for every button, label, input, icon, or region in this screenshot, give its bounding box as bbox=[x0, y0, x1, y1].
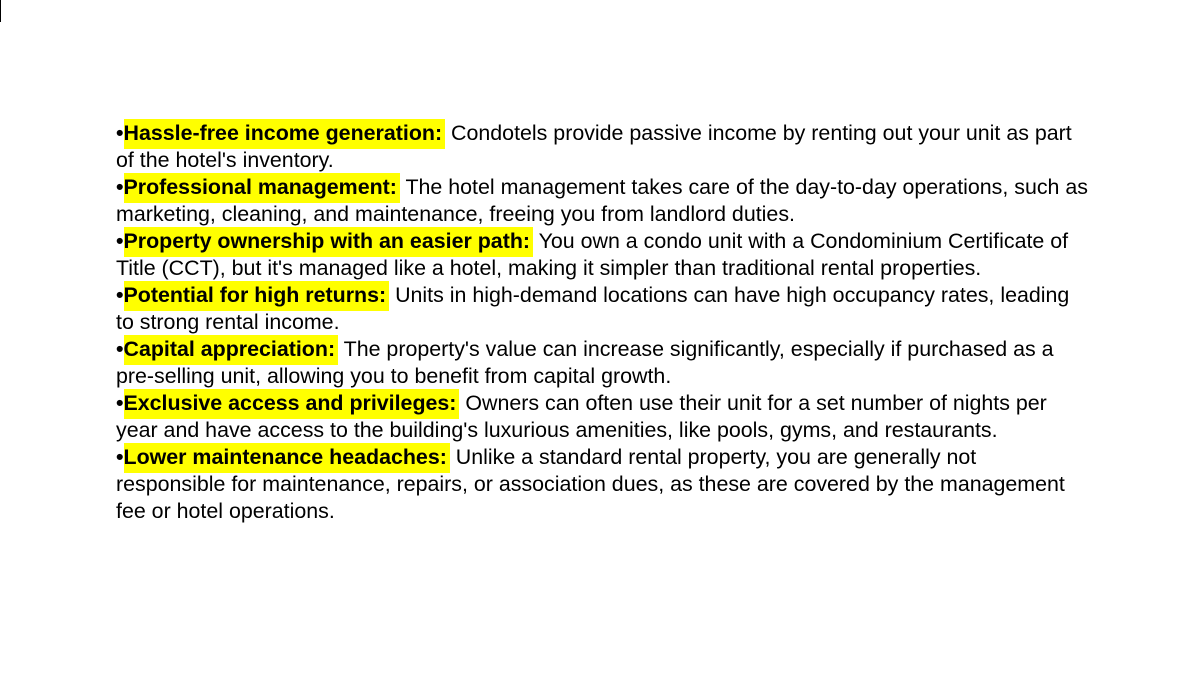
text-cursor bbox=[0, 0, 1, 22]
highlighted-term: Hassle-free income generation: bbox=[124, 119, 446, 149]
bullet-icon: • bbox=[116, 391, 124, 415]
item-description: Condotels provide passive income by renting out your unit as part of the hotel's inventory. bbox=[116, 121, 1072, 172]
bullet-icon: • bbox=[116, 445, 124, 469]
highlighted-term: Professional management: bbox=[124, 173, 400, 203]
list-item bbox=[116, 174, 1091, 228]
bullet-icon: • bbox=[116, 175, 124, 199]
item-description: You own a condo unit with a Condominium Certificate of Title (CCT), but it's managed like a hotel, making it simpler than traditional rental properties. bbox=[116, 229, 1069, 280]
item-description: Unlike a standard rental property, you are generally not responsible for maintenance, repairs, or association dues, as these are covered by the management fee or hotel operations. bbox=[116, 445, 1065, 523]
list-item bbox=[116, 228, 1091, 282]
highlighted-term: Capital appreciation: bbox=[124, 335, 339, 365]
item-description: Owners can often use their unit for a set number of nights per year and have access to the building's luxurious amenities, like pools, gyms, and restaurants. bbox=[116, 391, 1047, 442]
bullet-icon: • bbox=[116, 121, 124, 145]
list-item bbox=[116, 390, 1091, 444]
item-description: The property's value can increase significantly, especially if purchased as a pre-selling unit, allowing you to benefit from capital growth. bbox=[116, 337, 1054, 388]
highlighted-term: Property ownership with an easier path: bbox=[124, 227, 534, 257]
list-item bbox=[116, 444, 1091, 525]
bullet-icon: • bbox=[116, 229, 124, 253]
highlighted-term: Potential for high returns: bbox=[124, 281, 390, 311]
list-item bbox=[116, 120, 1091, 174]
bullet-icon: • bbox=[116, 283, 124, 307]
bullet-icon: • bbox=[116, 337, 124, 361]
item-description: The hotel management takes care of the day-to-day operations, such as marketing, cleaning, and maintenance, freeing you from landlord duties. bbox=[116, 175, 1088, 226]
list-item bbox=[116, 282, 1091, 336]
bullet-list bbox=[116, 120, 1091, 525]
highlighted-term: Exclusive access and privileges: bbox=[124, 389, 460, 419]
list-item bbox=[116, 336, 1091, 390]
highlighted-term: Lower maintenance headaches: bbox=[124, 443, 450, 473]
item-description: Units in high-demand locations can have high occupancy rates, leading to strong rental income. bbox=[116, 283, 1070, 334]
